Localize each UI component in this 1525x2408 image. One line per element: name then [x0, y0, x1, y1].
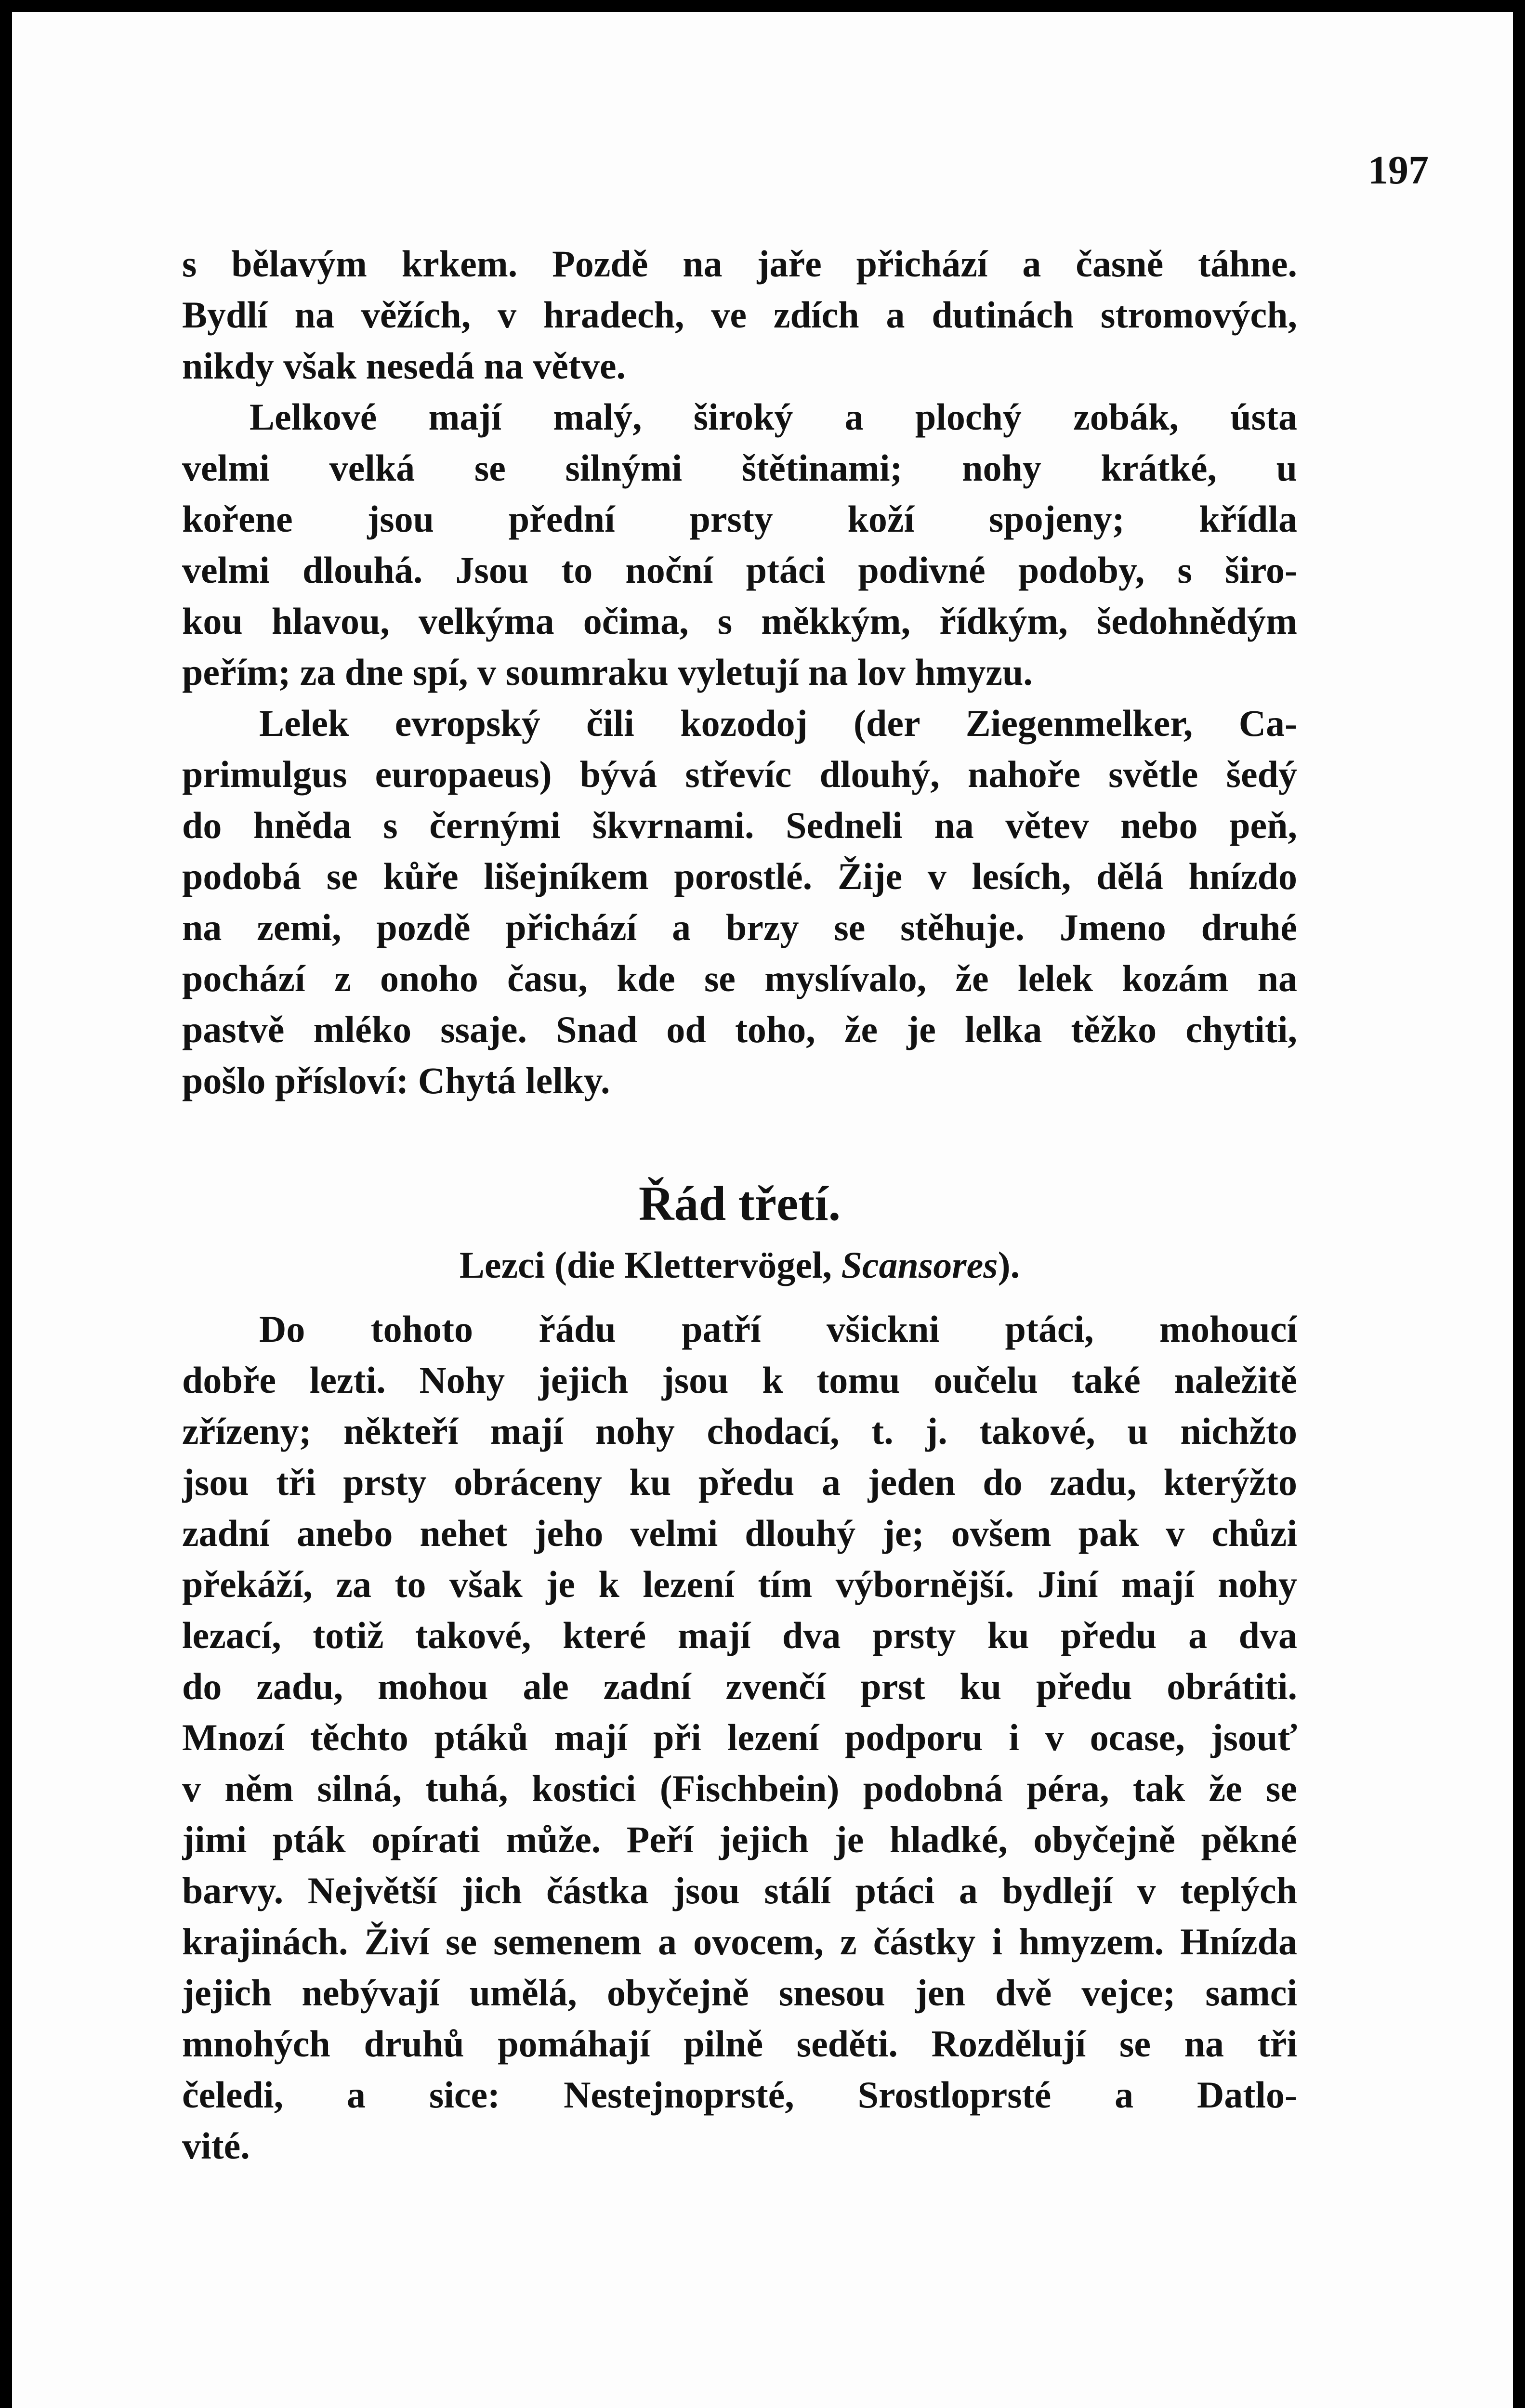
text-line: do zadu, mohou ale zadní zvenčí prst ku předu obrátiti.: [182, 1665, 1297, 1707]
text-line: Lelkové mají malý, široký a plochý zobák, ústa: [250, 396, 1297, 438]
text-line: kou hlavou, velkýma očima, s měkkým, řídkým, šedohnědým: [182, 600, 1297, 642]
paragraph-section-one: [182, 238, 1297, 1106]
text-line: do hněda s černými škvrnami. Sedneli na větev nebo peň,: [182, 804, 1297, 846]
text-line: vité.: [182, 2125, 250, 2167]
text-line: mnohých druhů pomáhají pilně seděti. Rozdělují se na tři: [182, 2023, 1297, 2065]
text-line: jejich nebývají umělá, obyčejně snesou jen dvě vejce; samci: [182, 1972, 1297, 2014]
text-line: krajinách. Živí se semenem a ovocem, z částky i hmyzem. Hnízda: [182, 1921, 1297, 1963]
text-line: dobře lezti. Nohy jejich jsou k tomu oučelu také naležitě: [182, 1359, 1297, 1401]
text-line: čeledi, a sice: Nestejnoprsté, Srostloprsté a Datlo-: [182, 2074, 1297, 2116]
text-line: lezací, totiž takové, které mají dva prsty ku předu a dva: [182, 1614, 1297, 1656]
text-line: Lelek evropský čili kozodoj (der Ziegenmelker, Ca-: [259, 702, 1297, 744]
text-line: podobá se kůře lišejníkem porostlé. Žije v lesích, dělá hnízdo: [182, 855, 1297, 897]
paragraph-section-two: [182, 1304, 1297, 2172]
text-line: nikdy však nesedá na větve.: [182, 345, 626, 387]
text-line: zadní anebo nehet jeho velmi dlouhý je; ovšem pak v chůzi: [182, 1512, 1297, 1554]
text-line: v něm silná, tuhá, kostici (Fischbein) podobná péra, tak že se: [182, 1767, 1297, 1809]
text-line: pastvě mléko ssaje. Snad od toho, že je lelka těžko chytiti,: [182, 1008, 1297, 1050]
text-line: Do tohoto řádu patří všickni ptáci, mohoucí: [259, 1308, 1297, 1350]
spacer: [182, 1106, 1297, 1171]
text-line: peřím; za dne spí, v soumraku vyletují na lov hmyzu.: [182, 651, 1033, 693]
text-line: Mnozí těchto ptáků mají při lezení podporu i v ocase, jsouť: [182, 1716, 1297, 1758]
order-subtitle: [182, 1236, 1297, 1294]
order-subtitle-suffix: ).: [998, 1244, 1020, 1286]
book-page: [12, 12, 1513, 2408]
text-line: zřízeny; někteří mají nohy chodací, t. j. takové, u nichžto: [182, 1410, 1297, 1452]
text-line: jsou tři prsty obráceny ku předu a jeden do zadu, kterýžto: [182, 1461, 1297, 1503]
text-line: Bydlí na věžích, v hradech, ve zdích a dutinách stromových,: [182, 294, 1297, 336]
order-subtitle-latin: Scansores: [841, 1244, 998, 1286]
text-line: primulgus europaeus) bývá střevíc dlouhý, nahoře světle šedý: [182, 753, 1297, 795]
order-title: Řád třetí.: [638, 1177, 841, 1231]
text-line: překáží, za to však je k lezení tím výbornější. Jiní mají nohy: [182, 1563, 1297, 1605]
text-line: na zemi, pozdě přichází a brzy se stěhuje. Jmeno druhé: [182, 906, 1297, 948]
text-line: velmi dlouhá. Jsou to noční ptáci podivné podoby, s širo-: [182, 549, 1297, 591]
text-line: velmi velká se silnými štětinami; nohy krátké, u: [182, 447, 1297, 489]
order-subtitle-prefix: Lezci (die Klettervögel,: [459, 1244, 832, 1286]
text-line: pošlo přísloví: Chytá lelky.: [182, 1060, 610, 1101]
text-line: barvy. Největší jich částka jsou stálí ptáci a bydlejí v teplých: [182, 1870, 1297, 1911]
text-line: jimi pták opírati může. Peří jejich je hladké, obyčejně pěkné: [182, 1819, 1297, 1860]
text-line: kořene jsou přední prsty koží spojeny; křídla: [182, 498, 1297, 540]
text-line: s bělavým krkem. Pozdě na jaře přichází a časně táhne.: [182, 243, 1297, 285]
page-number: 197: [1368, 148, 1429, 193]
text-line: pochází z onoho času, kde se myslívalo, že lelek kozám na: [182, 957, 1297, 999]
text-block: [182, 238, 1297, 2172]
